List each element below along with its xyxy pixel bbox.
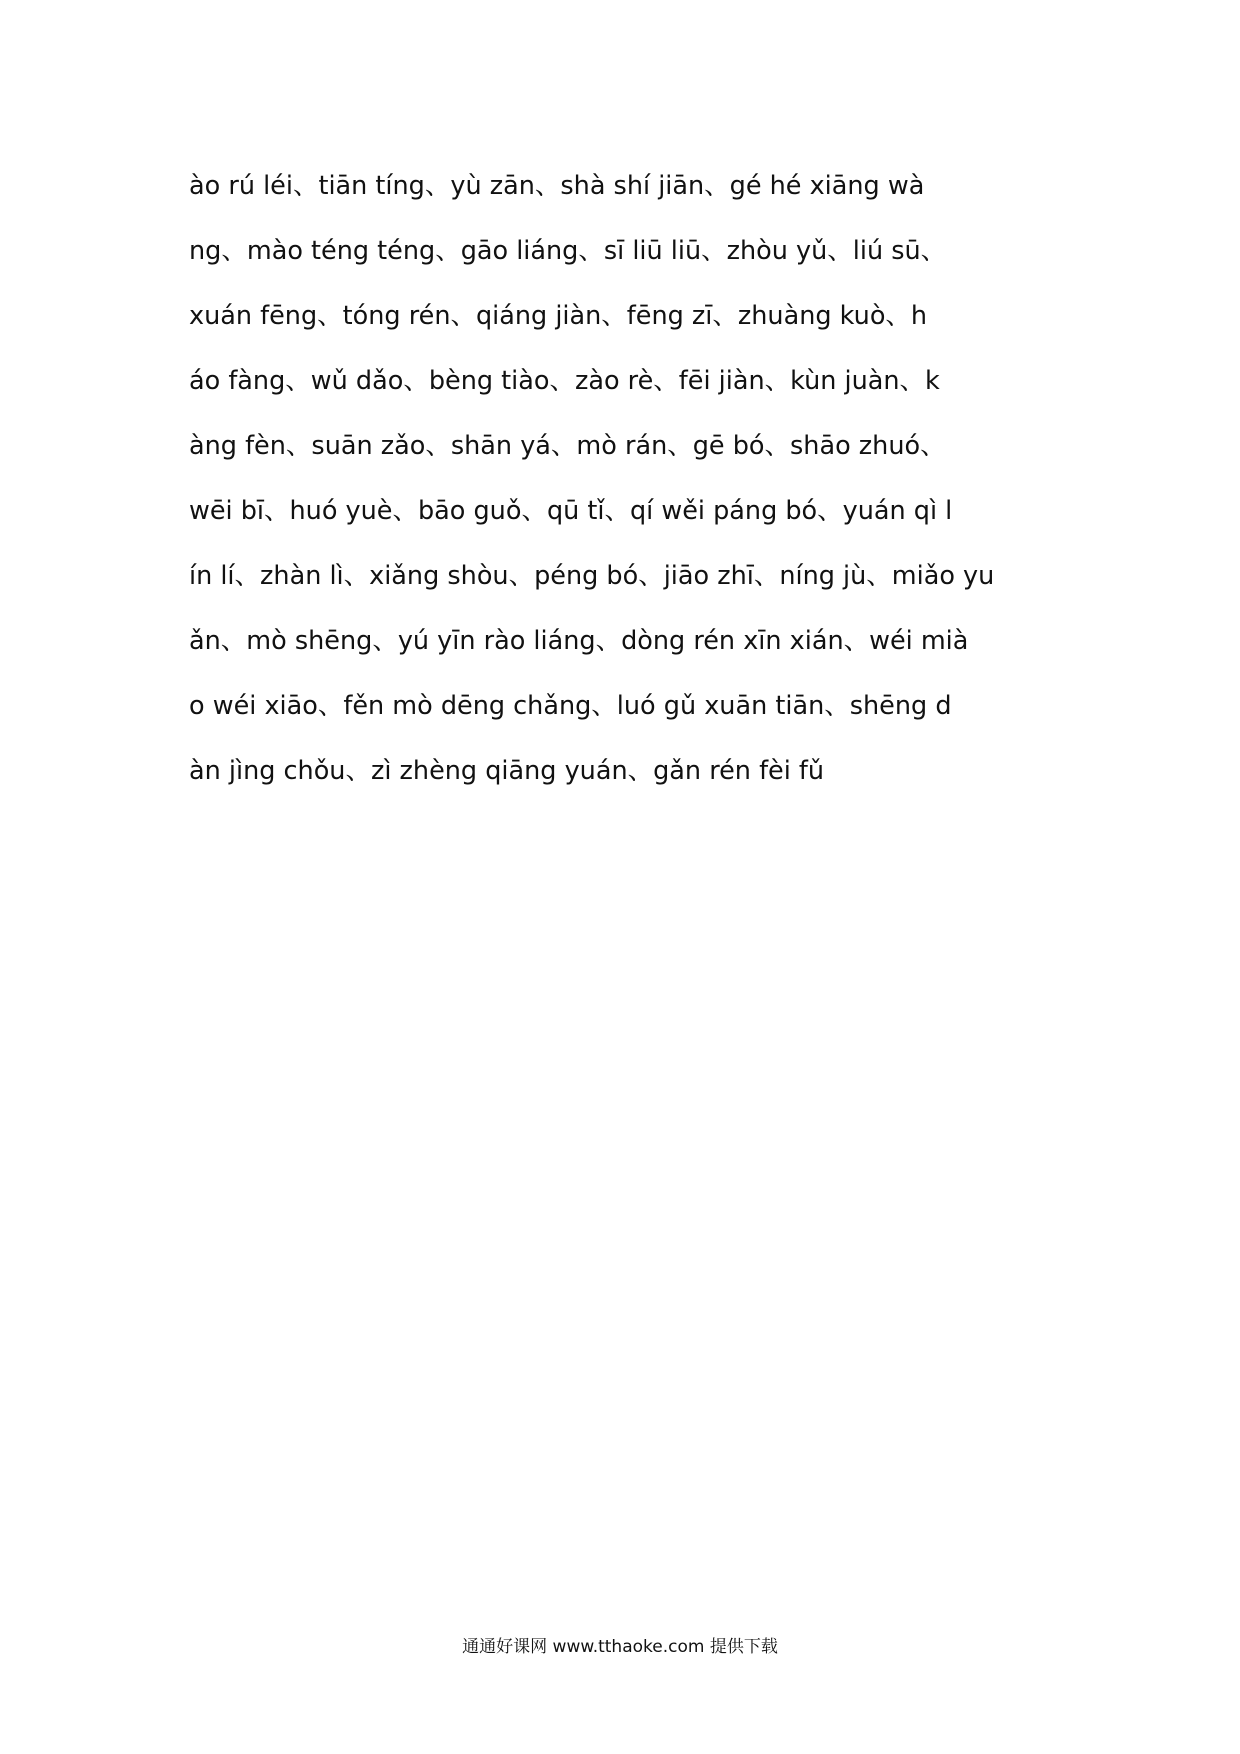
text-line: ào rú léi、tiān tíng、yù zān、shà shí jiān、gé hé xiāng wà xyxy=(189,171,925,201)
text-line: o wéi xiāo、fěn mò dēng chǎng、luó gǔ xuān tiān、shēng d xyxy=(189,691,952,721)
text-line: àng fèn、suān zǎo、shān yá、mò rán、gē bó、shāo zhuó、 xyxy=(189,431,946,461)
text-line: áo fàng、wǔ dǎo、bèng tiào、zào rè、fēi jiàn、kùn juàn、k xyxy=(189,366,940,396)
text-line: ǎn、mò shēng、yú yīn rào liáng、dòng rén xīn xián、wéi mià xyxy=(189,626,969,656)
text-line: ín lí、zhàn lì、xiǎng shòu、péng bó、jiāo zhī、níng jù、miǎo yu xyxy=(189,561,995,591)
page-footer: 通通好课网 www.tthaoke.com 提供下载 xyxy=(462,1637,778,1657)
text-line: ng、mào téng téng、gāo liáng、sī liū liū、zhòu yǔ、liú sū、 xyxy=(189,236,947,266)
text-line: wēi bī、huó yuè、bāo guǒ、qū tǐ、qí wěi páng bó、yuán qì l xyxy=(189,496,953,526)
text-line: àn jìng chǒu、zì zhèng qiāng yuán、gǎn rén fèi fǔ xyxy=(189,756,825,786)
text-line: xuán fēng、tóng rén、qiáng jiàn、fēng zī、zhuàng kuò、h xyxy=(189,301,928,331)
pinyin-text-block xyxy=(189,162,1059,812)
